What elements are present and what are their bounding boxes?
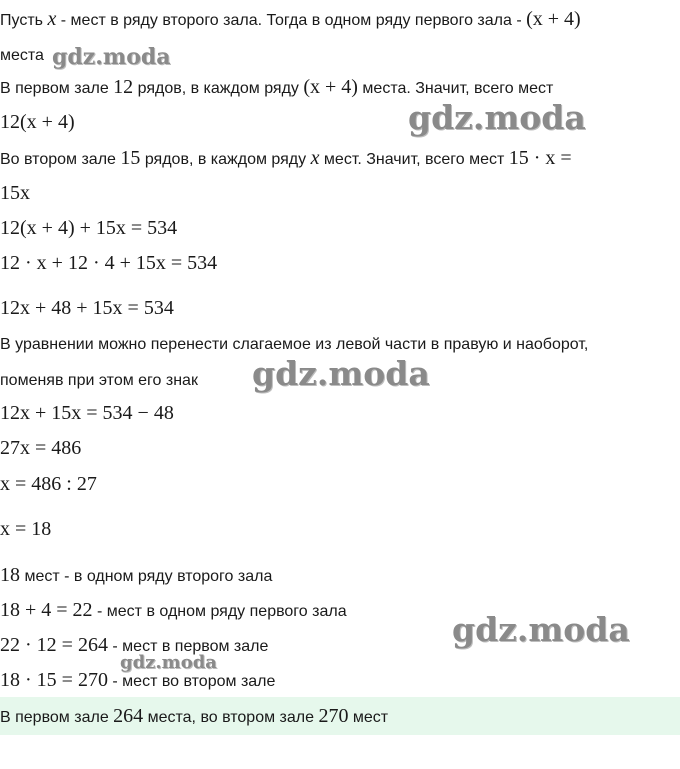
- text: Во втором зале: [0, 151, 121, 168]
- math-line-14: [0, 473, 97, 497]
- math: 270: [318, 705, 349, 727]
- math-line-7: [0, 217, 177, 241]
- answer-box: [0, 697, 680, 735]
- text: рядов, в каждом ряду: [133, 80, 304, 97]
- math-line-12: [0, 402, 174, 426]
- math-line-6: [0, 182, 30, 206]
- math: 12 · x + 12 · 4 + 15x = 534: [0, 252, 218, 274]
- math: 18 + 4 = 22: [0, 599, 93, 621]
- text: места: [0, 47, 44, 64]
- watermark-logo: gdz.moda: [408, 98, 586, 137]
- math: 12: [113, 76, 134, 98]
- text-line-16: [0, 564, 272, 588]
- text: Пусть: [0, 12, 48, 29]
- math-line-4: [0, 111, 75, 135]
- answer-line: [0, 705, 388, 729]
- math-line-9: [0, 297, 174, 321]
- text-line-2: [0, 45, 44, 67]
- math: 18: [0, 564, 20, 586]
- text: мест - в одном ряду второго зала: [20, 568, 273, 585]
- text: поменяв при этом его знак: [0, 372, 198, 389]
- text: - мест в одном ряду первого зала: [92, 603, 347, 620]
- text: мест. Значит, всего мест: [319, 151, 509, 168]
- text: - мест в ряду второго зала. Тогда в одном ряду первого зала -: [56, 12, 527, 29]
- math: 12x + 15x = 534 − 48: [0, 402, 174, 424]
- watermark-logo: gdz.moda: [452, 610, 630, 649]
- math-line-15: [0, 518, 51, 542]
- text: В первом зале: [0, 709, 114, 726]
- text-line-5: [0, 147, 572, 171]
- math: 12(x + 4): [0, 111, 75, 133]
- math: 15x: [0, 182, 30, 204]
- text-line-11: [0, 370, 198, 392]
- watermark-logo: gdz.moda: [52, 44, 171, 70]
- text: - мест во втором зале: [107, 673, 276, 690]
- math: x: [310, 147, 320, 169]
- math: 15 · x =: [508, 147, 572, 169]
- text-line-3: [0, 76, 553, 100]
- math: 18 · 15 = 270: [0, 669, 108, 691]
- text: - мест в первом зале: [107, 638, 269, 655]
- text-line-1: [0, 8, 581, 32]
- text-line-10: [0, 334, 588, 356]
- text: В первом зале: [0, 80, 114, 97]
- math-line-8: [0, 252, 217, 276]
- math: 12x + 48 + 15x = 534: [0, 297, 174, 319]
- math: 15: [120, 147, 141, 169]
- text: В уравнении можно перенести слагаемое из левой части в правую и наоборот,: [0, 336, 589, 353]
- math: 12(x + 4) + 15x = 534: [0, 217, 178, 239]
- watermark-logo: gdz.moda: [252, 354, 430, 393]
- math: (x + 4): [303, 76, 358, 98]
- text: места, во втором зале: [143, 709, 319, 726]
- text-line-17: [0, 599, 347, 623]
- math: x: [47, 8, 57, 30]
- text: мест: [348, 709, 389, 726]
- math: 22 · 12 = 264: [0, 634, 108, 656]
- math: (x + 4): [526, 8, 581, 30]
- math: x = 486 : 27: [0, 473, 97, 495]
- math-line-13: [0, 437, 81, 461]
- text: рядов, в каждом ряду: [140, 151, 311, 168]
- watermark-logo: gdz.moda: [120, 652, 217, 673]
- text: места. Значит, всего мест: [357, 80, 554, 97]
- math: x = 18: [0, 518, 52, 540]
- math: 264: [113, 705, 144, 727]
- math: 27x = 486: [0, 437, 82, 459]
